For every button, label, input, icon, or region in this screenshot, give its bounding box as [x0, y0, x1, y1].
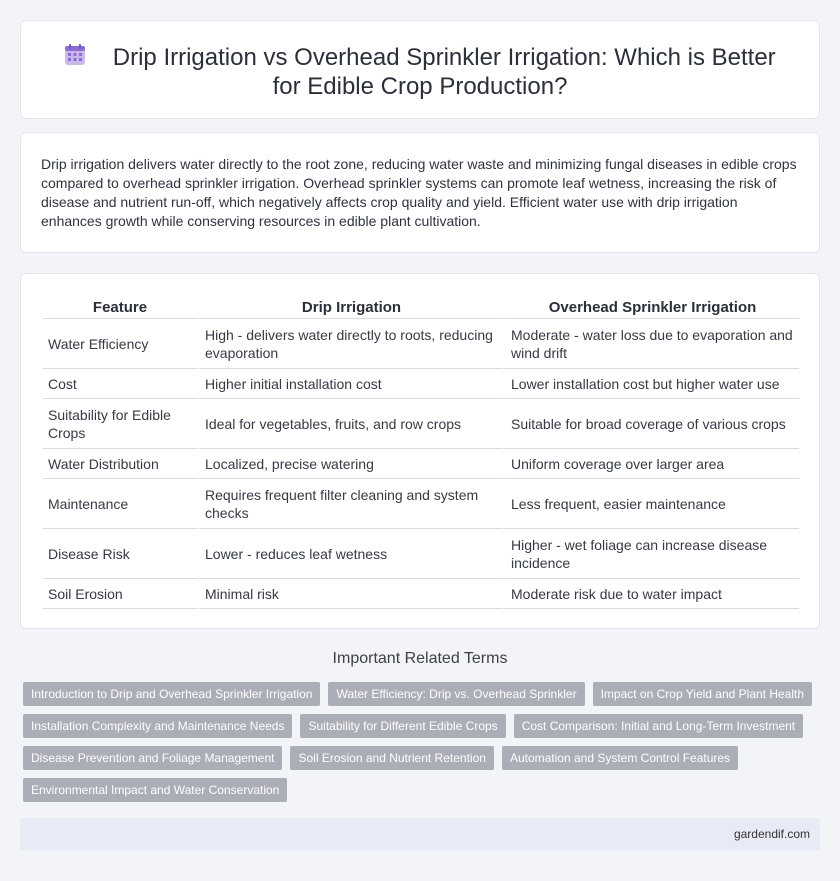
cell-feature: Water Efficiency — [43, 319, 197, 369]
related-term-link[interactable]: Disease Prevention and Foliage Management — [23, 746, 282, 770]
cell-drip: Localized, precise watering — [197, 449, 503, 479]
cell-sprinkler: Suitable for broad coverage of various crops — [503, 399, 799, 449]
related-term-link[interactable]: Installation Complexity and Maintenance Needs — [23, 714, 292, 738]
cell-drip: Requires frequent filter cleaning and system checks — [197, 479, 503, 529]
table-row — [43, 479, 799, 529]
cell-feature: Maintenance — [43, 479, 197, 529]
cell-sprinkler: Higher - wet foliage can increase disease incidence — [503, 529, 799, 579]
table-header-row — [43, 296, 799, 319]
footer — [20, 818, 820, 850]
related-term-link[interactable]: Soil Erosion and Nutrient Retention — [290, 746, 493, 770]
intro-card — [20, 132, 820, 253]
cell-feature: Cost — [43, 369, 197, 399]
comparison-card — [20, 273, 820, 629]
table-row — [43, 369, 799, 399]
related-term-link[interactable]: Impact on Crop Yield and Plant Health — [593, 682, 812, 706]
cell-drip: Higher initial installation cost — [197, 369, 503, 399]
related-term-link[interactable]: Environmental Impact and Water Conservation — [23, 778, 287, 802]
cell-drip: Minimal risk — [197, 579, 503, 609]
cell-drip: Ideal for vegetables, fruits, and row crops — [197, 399, 503, 449]
table-row — [43, 579, 799, 609]
title-card — [20, 20, 820, 119]
cell-sprinkler: Lower installation cost but higher water use — [503, 369, 799, 399]
header-feature: Feature — [43, 296, 197, 319]
cell-drip: Lower - reduces leaf wetness — [197, 529, 503, 579]
table-row — [43, 399, 799, 449]
related-terms-title: Important Related Terms — [332, 650, 508, 667]
cell-feature: Water Distribution — [43, 449, 197, 479]
related-term-link[interactable]: Water Efficiency: Drip vs. Overhead Sprinkler — [328, 682, 584, 706]
table-row — [43, 449, 799, 479]
cell-feature: Disease Risk — [43, 529, 197, 579]
related-term-link[interactable]: Introduction to Drip and Overhead Sprinkler Irrigation — [23, 682, 320, 706]
table-row — [43, 529, 799, 579]
related-term-link[interactable]: Cost Comparison: Initial and Long-Term Investment — [514, 714, 803, 738]
cell-sprinkler: Moderate - water loss due to evaporation and wind drift — [503, 319, 799, 369]
related-term-link[interactable]: Suitability for Different Edible Crops — [300, 714, 505, 738]
comparison-table — [43, 296, 799, 609]
related-term-link[interactable]: Automation and System Control Features — [502, 746, 738, 770]
cell-sprinkler: Moderate risk due to water impact — [503, 579, 799, 609]
header-sprinkler: Overhead Sprinkler Irrigation — [503, 296, 799, 319]
table-row — [43, 319, 799, 369]
header-drip: Drip Irrigation — [197, 296, 503, 319]
cell-sprinkler: Less frequent, easier maintenance — [503, 479, 799, 529]
intro-paragraph: Drip irrigation delivers water directly to the root zone, reducing water waste and minimizing fungal diseases in edible crops compared to overhead sprinkler irrigation. Overhead sprinkler systems can promote leaf wetness, increasing the risk of disease and nutrient run-off, which negatively affects crop quality and yield. Efficient water use with drip irrigation enhances growth while conserving resources in edible plant cultivation. — [41, 156, 797, 229]
related-terms-list — [23, 682, 813, 802]
footer-site-link[interactable]: gardendif.com — [733, 827, 810, 841]
page-title: Drip Irrigation vs Overhead Sprinkler Irrigation: Which is Better for Edible Crop Production? — [112, 44, 776, 100]
cell-feature: Suitability for Edible Crops — [43, 399, 197, 449]
calendar-grid-icon — [64, 44, 86, 66]
title-wrap — [51, 43, 789, 101]
cell-drip: High - delivers water directly to roots, reducing evaporation — [197, 319, 503, 369]
cell-feature: Soil Erosion — [43, 579, 197, 609]
cell-sprinkler: Uniform coverage over larger area — [503, 449, 799, 479]
